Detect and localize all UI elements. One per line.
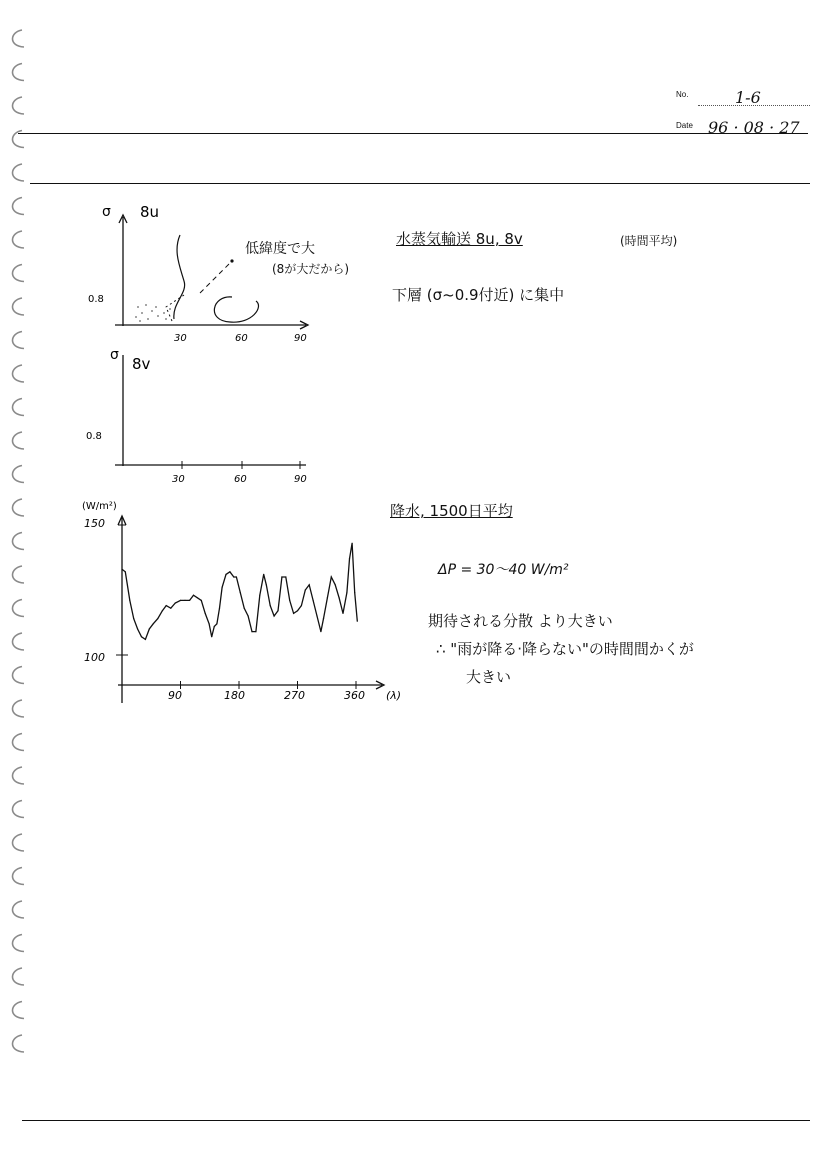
plot-8u-x-tick-30: 30 bbox=[174, 333, 187, 344]
heading-vapor-suffix: (時間平均) bbox=[620, 234, 678, 248]
binding-ring bbox=[13, 968, 25, 985]
precip-data-point bbox=[141, 636, 142, 637]
precip-data-point bbox=[153, 623, 154, 624]
precip-data-point bbox=[342, 613, 343, 614]
precip-data-point bbox=[331, 576, 332, 577]
precip-data-point bbox=[229, 571, 230, 572]
precip-data-point bbox=[270, 605, 271, 606]
precip-data-point bbox=[274, 615, 275, 616]
plot-8u-y-label: σ bbox=[102, 204, 111, 220]
plot-8v-y-label: σ bbox=[110, 347, 119, 363]
binding-ring bbox=[13, 700, 25, 717]
precip-data-point bbox=[313, 600, 314, 601]
binding-ring bbox=[13, 935, 25, 952]
binding-ring bbox=[13, 198, 25, 215]
binding-ring bbox=[13, 30, 25, 47]
precip-data-point bbox=[180, 600, 181, 601]
binding-ring bbox=[13, 1035, 25, 1052]
precip-data-point bbox=[162, 610, 163, 611]
binding-rings bbox=[0, 0, 40, 1167]
binding-ring bbox=[13, 801, 25, 818]
precip-data-point bbox=[285, 576, 286, 577]
precip-data-point bbox=[293, 613, 294, 614]
precip-data-point bbox=[259, 595, 260, 596]
precip-data-point bbox=[214, 626, 215, 627]
binding-ring bbox=[13, 566, 25, 583]
plot-8v-x-tick-90: 90 bbox=[294, 474, 307, 485]
binding-ring bbox=[13, 332, 25, 349]
precip-data-point bbox=[349, 558, 350, 559]
binding-ring bbox=[13, 600, 25, 617]
precip-data-point bbox=[251, 631, 252, 632]
precip-data-point bbox=[205, 613, 206, 614]
precip-data-point bbox=[193, 595, 194, 596]
binding-ring bbox=[13, 868, 25, 885]
precip-data-point bbox=[289, 600, 290, 601]
precip-data-point bbox=[281, 576, 282, 577]
precip-data-point bbox=[266, 584, 267, 585]
precip-data-point bbox=[189, 600, 190, 601]
note-delta-p: ΔP = 30〜40 W/m² bbox=[438, 562, 569, 578]
no-underline bbox=[698, 105, 810, 106]
precip-data-point bbox=[255, 631, 256, 632]
note-large: 大きい bbox=[466, 668, 512, 686]
plot-8u-annotation-2: (8が大だから) bbox=[272, 262, 349, 276]
plot-8u-leader-line bbox=[200, 261, 232, 293]
precip-y-tick-150: 150 bbox=[84, 517, 105, 530]
binding-ring bbox=[13, 365, 25, 382]
precip-x-tick-180: 180 bbox=[224, 689, 245, 702]
binding-ring bbox=[13, 633, 25, 650]
top-rule bbox=[30, 183, 810, 184]
precip-data-point bbox=[352, 543, 353, 544]
precip-data-point bbox=[211, 636, 212, 637]
precip-data-point bbox=[248, 615, 249, 616]
heading-vapor-transport: 水蒸気輸送 8u, 8v bbox=[396, 230, 523, 248]
binding-ring bbox=[13, 466, 25, 483]
no-label: No. bbox=[676, 90, 689, 99]
precip-data-point bbox=[297, 610, 298, 611]
precip-data-point bbox=[233, 576, 234, 577]
precip-data-point bbox=[121, 569, 122, 570]
precip-data-point bbox=[236, 576, 237, 577]
plot-8v bbox=[80, 345, 340, 490]
binding-ring bbox=[13, 231, 25, 248]
heading-precip: 降水, 1500日平均 bbox=[390, 502, 513, 520]
binding-ring bbox=[13, 734, 25, 751]
plot-8u-title: 8u bbox=[140, 203, 160, 221]
precip-data-point bbox=[339, 597, 340, 598]
plot-8v-x-tick-60: 60 bbox=[234, 474, 247, 485]
plot-8u-x-tick-90: 90 bbox=[294, 333, 307, 344]
precip-data-point bbox=[157, 618, 158, 619]
precip-data-point bbox=[170, 608, 171, 609]
precip-data-point bbox=[166, 605, 167, 606]
precip-x-tick-270: 270 bbox=[284, 689, 305, 702]
binding-ring bbox=[13, 399, 25, 416]
precip-data-point bbox=[133, 618, 134, 619]
precip-chart bbox=[70, 495, 410, 715]
date-label: Date bbox=[676, 121, 693, 130]
precip-data-point bbox=[129, 600, 130, 601]
binding-ring bbox=[13, 767, 25, 784]
precip-data-point bbox=[305, 589, 306, 590]
binding-ring bbox=[13, 834, 25, 851]
precip-data-point bbox=[346, 592, 347, 593]
precip-data-point bbox=[222, 587, 223, 588]
precip-data-point bbox=[197, 597, 198, 598]
precip-data-point bbox=[244, 608, 245, 609]
binding-ring bbox=[13, 97, 25, 114]
precip-data-point bbox=[125, 571, 126, 572]
precip-data-point bbox=[263, 574, 264, 575]
precip-data-point bbox=[327, 597, 328, 598]
precip-data-point bbox=[184, 600, 185, 601]
plot-8v-y-tick: 0.8 bbox=[86, 431, 102, 442]
precip-data-point bbox=[277, 610, 278, 611]
binding-ring bbox=[13, 901, 25, 918]
plot-8v-x-tick-30: 30 bbox=[172, 474, 185, 485]
date-value: 96 · 08 · 27 bbox=[708, 118, 800, 137]
precip-data-point bbox=[240, 592, 241, 593]
precip-data-point bbox=[309, 584, 310, 585]
precip-x-unit: (λ) bbox=[386, 689, 402, 702]
bottom-rule bbox=[22, 1120, 810, 1121]
binding-ring bbox=[13, 533, 25, 550]
binding-ring bbox=[13, 64, 25, 81]
plot-8u-contour-loop bbox=[214, 297, 258, 322]
precip-data-point bbox=[175, 602, 176, 603]
binding-ring bbox=[13, 298, 25, 315]
precip-data-point bbox=[335, 584, 336, 585]
note-variance: 期待される分散 より大きい bbox=[428, 612, 613, 630]
precip-data-point bbox=[320, 631, 321, 632]
precip-data-point bbox=[149, 628, 150, 629]
plot-8u-leader-dot bbox=[230, 259, 233, 262]
precip-data-point bbox=[323, 618, 324, 619]
precip-x-tick-360: 360 bbox=[344, 689, 365, 702]
precip-x-tick-90: 90 bbox=[168, 689, 182, 702]
plot-8u-contour-left bbox=[174, 235, 185, 319]
precip-data-point bbox=[301, 605, 302, 606]
precip-y-unit: (W/m²) bbox=[82, 501, 117, 512]
precip-data-point bbox=[219, 608, 220, 609]
precip-data-point bbox=[354, 592, 355, 593]
precip-data-point bbox=[145, 639, 146, 640]
precip-data-point bbox=[225, 574, 226, 575]
precip-data-point bbox=[137, 628, 138, 629]
precip-data-point bbox=[357, 621, 358, 622]
binding-ring bbox=[13, 265, 25, 282]
precip-data-point bbox=[201, 600, 202, 601]
precip-series-line bbox=[122, 543, 357, 639]
plot-8u-x-tick-60: 60 bbox=[235, 333, 248, 344]
plot-8v-title: 8v bbox=[132, 355, 151, 373]
binding-ring bbox=[13, 1002, 25, 1019]
header-rule bbox=[18, 133, 808, 134]
binding-ring bbox=[13, 667, 25, 684]
precip-data-point bbox=[316, 615, 317, 616]
binding-ring bbox=[13, 164, 25, 181]
precip-y-tick-100: 100 bbox=[84, 651, 105, 664]
no-value: 1-6 bbox=[735, 88, 761, 107]
plot-8u-annotation-1: 低緯度で大 bbox=[245, 241, 315, 257]
binding-ring bbox=[13, 432, 25, 449]
note-lower-layer: 下層 (σ~0.9付近) に集中 bbox=[392, 286, 565, 304]
precip-data-point bbox=[216, 623, 217, 624]
plot-8u-y-tick: 0.8 bbox=[88, 294, 104, 305]
binding-ring bbox=[13, 499, 25, 516]
precip-data-point bbox=[209, 623, 210, 624]
note-therefore: ∴ "雨が降る·降らない"の時間間かくが bbox=[436, 640, 694, 658]
